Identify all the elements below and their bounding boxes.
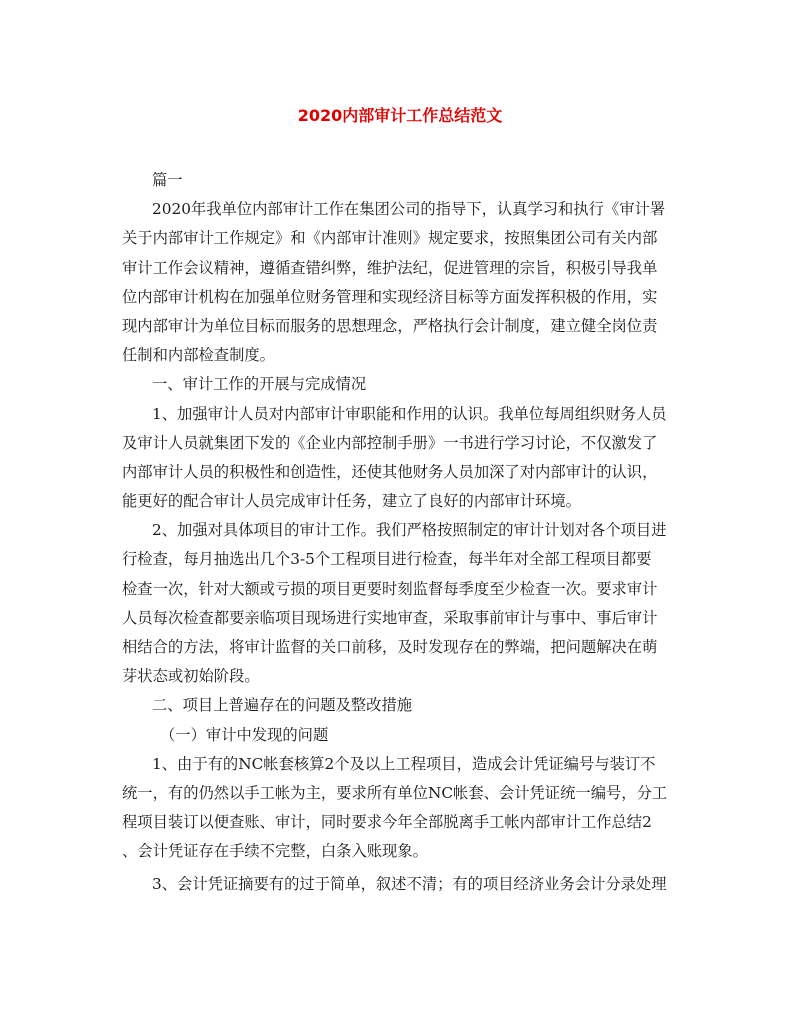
text-line: 3、会计凭证摘要有的过于简单，叙述不清；有的项目经济业务会计分录处理	[152, 874, 667, 893]
text-line: 1、加强审计人员对内部审计审职能和作用的认识。我单位每周组织财务人员	[152, 404, 667, 423]
text-line: 审计工作会议精神，遵循查错纠弊，维护法纪，促进管理的宗旨，积极引导我单	[122, 258, 658, 277]
text-line: 内部审计人员的积极性和创造性，还使其他财务人员加深了对内部审计的认识，	[122, 462, 658, 481]
text-line: 能更好的配合审计人员完成审计任务，建立了良好的内部审计环境。	[122, 492, 581, 511]
text-line: 1、由于有的NC帐套核算2个及以上工程项目，造成会计凭证编号与装订不	[152, 754, 656, 773]
document-body	[122, 166, 680, 899]
text-line: 程项目装订以便查账、审计，同时要求今年全部脱离手工帐内部审计工作总结2	[122, 813, 652, 832]
text-line: 相结合的方法，将审计监督的关口前移，及时发现存在的弊端，把问题解决在萌	[122, 638, 658, 656]
subsection-heading: （一）审计中发现的问题	[160, 725, 329, 744]
text-line: 篇一	[152, 171, 183, 189]
text-line: 行检查，每月抽选出几个3-5个工程项目进行检查，每半年对全部工程项目都要	[122, 550, 652, 569]
section-heading: 二、项目上普遍存在的问题及整改措施	[152, 696, 413, 715]
text-line: 任制和内部检查制度。	[122, 346, 275, 365]
text-line: 关于内部审计工作规定》和《内部审计准则》规定要求，按照集团公司有关内部	[122, 229, 658, 248]
text-line: 芽状态或初始阶段。	[122, 667, 260, 686]
document-title: 2020内部审计工作总结范文	[297, 106, 503, 125]
text-line: 2、加强对具体项目的审计工作。我们严格按照制定的审计计划对各个项目进	[152, 521, 667, 540]
text-line: 2020年我单位内部审计工作在集团公司的指导下，认真学习和执行《审计署	[152, 200, 666, 219]
text-line: 、会计凭证存在手续不完整，白条入账现象。	[122, 842, 428, 861]
text-line: 统一，有的仍然以手工帐为主，要求所有单位NC帐套、会计凭证统一编号，分工	[122, 783, 668, 802]
text-line: 检查一次，针对大额或亏损的项目更要时刻监督每季度至少检查一次。要求审计	[122, 579, 658, 598]
section-heading: 一、审计工作的开展与完成情况	[152, 375, 367, 394]
text-line: 及审计人员就集团下发的《企业内部控制手册》一书进行学习讨论，不仅激发了	[122, 433, 658, 452]
text-line: 现内部审计为单位目标而服务的思想理念，严格执行会计制度，建立健全岗位责	[122, 316, 658, 335]
text-line: 人员每次检查都要亲临项目现场进行实地审查，采取事前审计与事中、事后审计	[122, 608, 658, 627]
text-line: 位内部审计机构在加强单位财务管理和实现经济目标等方面发挥积极的作用，实	[122, 287, 658, 306]
